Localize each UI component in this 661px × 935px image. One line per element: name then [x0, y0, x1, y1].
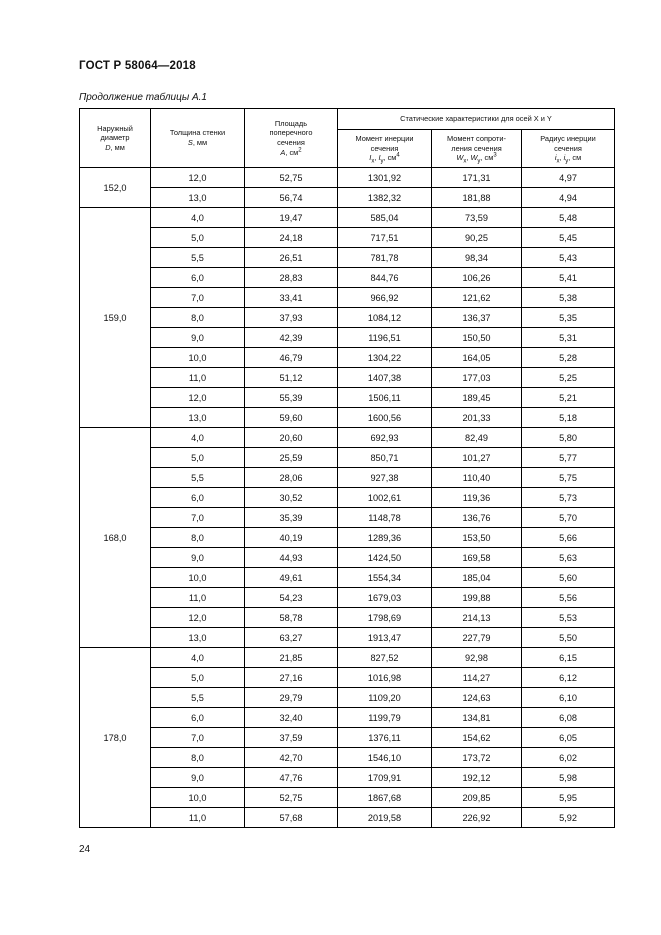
cell-wall-thickness: 12,0 — [151, 608, 245, 628]
table-row — [80, 568, 615, 588]
cell-moment-of-inertia: 1382,32 — [338, 188, 432, 208]
cell-wall-thickness: 13,0 — [151, 408, 245, 428]
cell-wall-thickness: 12,0 — [151, 168, 245, 188]
cell-outer-diameter: 152,0 — [80, 168, 151, 208]
cell-moment-of-inertia: 966,92 — [338, 288, 432, 308]
cell-area: 44,93 — [245, 548, 338, 568]
cell-wall-thickness: 9,0 — [151, 328, 245, 348]
cell-moment-of-inertia: 1407,38 — [338, 368, 432, 388]
cell-section-modulus: 110,40 — [432, 468, 522, 488]
table-row — [80, 248, 615, 268]
cell-radius-of-gyration: 6,05 — [522, 728, 615, 748]
cell-area: 59,60 — [245, 408, 338, 428]
cell-moment-of-inertia: 1867,68 — [338, 788, 432, 808]
cell-area: 42,70 — [245, 748, 338, 768]
table-row — [80, 488, 615, 508]
cell-section-modulus: 92,98 — [432, 648, 522, 668]
cell-moment-of-inertia: 1002,61 — [338, 488, 432, 508]
cell-moment-of-inertia: 1424,50 — [338, 548, 432, 568]
cell-radius-of-gyration: 6,02 — [522, 748, 615, 768]
table-row — [80, 508, 615, 528]
cell-area: 37,93 — [245, 308, 338, 328]
cell-section-modulus: 136,76 — [432, 508, 522, 528]
cell-radius-of-gyration: 5,25 — [522, 368, 615, 388]
cell-wall-thickness: 12,0 — [151, 388, 245, 408]
cell-wall-thickness: 13,0 — [151, 628, 245, 648]
cell-section-modulus: 177,03 — [432, 368, 522, 388]
cell-area: 32,40 — [245, 708, 338, 728]
header-cross-section-area: Площадь поперечного сечения A, $см^2$ — [245, 109, 338, 168]
cell-radius-of-gyration: 5,77 — [522, 448, 615, 468]
table-row — [80, 328, 615, 348]
cell-section-modulus: 82,49 — [432, 428, 522, 448]
cell-section-modulus: 199,88 — [432, 588, 522, 608]
table-row — [80, 448, 615, 468]
cell-wall-thickness: 11,0 — [151, 368, 245, 388]
cell-section-modulus: 209,85 — [432, 788, 522, 808]
cell-section-modulus: 154,62 — [432, 728, 522, 748]
header-moment-of-inertia: Момент инерции сечения $I_x$, $I_y$, $см^4$ — [338, 130, 432, 168]
cell-section-modulus: 171,31 — [432, 168, 522, 188]
table-row — [80, 188, 615, 208]
cell-section-modulus: 124,63 — [432, 688, 522, 708]
cell-moment-of-inertia: 1554,34 — [338, 568, 432, 588]
cell-moment-of-inertia: 1199,79 — [338, 708, 432, 728]
cell-wall-thickness: 11,0 — [151, 588, 245, 608]
table-row — [80, 788, 615, 808]
cell-section-modulus: 185,04 — [432, 568, 522, 588]
table-row — [80, 288, 615, 308]
cell-section-modulus: 136,37 — [432, 308, 522, 328]
table-row — [80, 468, 615, 488]
cell-wall-thickness: 7,0 — [151, 508, 245, 528]
cell-moment-of-inertia: 1798,69 — [338, 608, 432, 628]
cell-section-modulus: 134,81 — [432, 708, 522, 728]
cell-section-modulus: 73,59 — [432, 208, 522, 228]
cell-section-modulus: 101,27 — [432, 448, 522, 468]
cell-area: 28,06 — [245, 468, 338, 488]
cell-section-modulus: 226,92 — [432, 808, 522, 828]
cell-moment-of-inertia: 844,76 — [338, 268, 432, 288]
cell-section-modulus: 90,25 — [432, 228, 522, 248]
cell-wall-thickness: 5,5 — [151, 688, 245, 708]
cell-area: 42,39 — [245, 328, 338, 348]
cell-radius-of-gyration: 5,48 — [522, 208, 615, 228]
cell-outer-diameter: 178,0 — [80, 648, 151, 828]
cell-radius-of-gyration: 4,94 — [522, 188, 615, 208]
table-body — [80, 168, 615, 828]
document-header: ГОСТ Р 58064—2018 — [79, 60, 196, 72]
cell-wall-thickness: 5,5 — [151, 468, 245, 488]
cell-section-modulus: 181,88 — [432, 188, 522, 208]
table-row — [80, 588, 615, 608]
cell-section-modulus: 214,13 — [432, 608, 522, 628]
cell-radius-of-gyration: 5,35 — [522, 308, 615, 328]
cell-radius-of-gyration: 5,41 — [522, 268, 615, 288]
cell-moment-of-inertia: 585,04 — [338, 208, 432, 228]
cell-section-modulus: 192,12 — [432, 768, 522, 788]
cell-area: 56,74 — [245, 188, 338, 208]
cell-section-modulus: 169,58 — [432, 548, 522, 568]
cell-area: 24,18 — [245, 228, 338, 248]
cell-moment-of-inertia: 1148,78 — [338, 508, 432, 528]
header-section-modulus: Момент сопроти- ления сечения $W_x$, $W_y$, $см^3$ — [432, 130, 522, 168]
cell-wall-thickness: 5,0 — [151, 228, 245, 248]
cell-wall-thickness: 6,0 — [151, 268, 245, 288]
cell-radius-of-gyration: 5,95 — [522, 788, 615, 808]
cell-wall-thickness: 13,0 — [151, 188, 245, 208]
header-outer-diameter: Наружный диаметр D, мм — [80, 109, 151, 168]
cell-moment-of-inertia: 1506,11 — [338, 388, 432, 408]
cell-wall-thickness: 10,0 — [151, 788, 245, 808]
cell-moment-of-inertia: 1546,10 — [338, 748, 432, 768]
table-row — [80, 388, 615, 408]
cell-area: 47,76 — [245, 768, 338, 788]
cell-radius-of-gyration: 5,50 — [522, 628, 615, 648]
cell-radius-of-gyration: 6,10 — [522, 688, 615, 708]
cell-section-modulus: 114,27 — [432, 668, 522, 688]
cell-radius-of-gyration: 5,43 — [522, 248, 615, 268]
table-row — [80, 688, 615, 708]
cell-radius-of-gyration: 5,53 — [522, 608, 615, 628]
cell-area: 49,61 — [245, 568, 338, 588]
cell-wall-thickness: 7,0 — [151, 728, 245, 748]
table-caption: Продолжение таблицы А.1 — [79, 92, 207, 103]
cell-wall-thickness: 6,0 — [151, 488, 245, 508]
cell-wall-thickness: 4,0 — [151, 208, 245, 228]
cell-area: 30,52 — [245, 488, 338, 508]
header-wall-thickness: Толщина стенки S, мм — [151, 109, 245, 168]
table-row — [80, 228, 615, 248]
cell-wall-thickness: 8,0 — [151, 528, 245, 548]
cell-moment-of-inertia: 850,71 — [338, 448, 432, 468]
cell-wall-thickness: 5,5 — [151, 248, 245, 268]
cell-area: 57,68 — [245, 808, 338, 828]
cell-section-modulus: 201,33 — [432, 408, 522, 428]
table-row — [80, 728, 615, 748]
cell-moment-of-inertia: 1196,51 — [338, 328, 432, 348]
cell-area: 52,75 — [245, 788, 338, 808]
table-row — [80, 348, 615, 368]
cell-moment-of-inertia: 1084,12 — [338, 308, 432, 328]
cell-radius-of-gyration: 5,63 — [522, 548, 615, 568]
table-row — [80, 748, 615, 768]
cell-section-modulus: 106,26 — [432, 268, 522, 288]
cell-outer-diameter: 159,0 — [80, 208, 151, 428]
cell-moment-of-inertia: 1600,56 — [338, 408, 432, 428]
cell-area: 19,47 — [245, 208, 338, 228]
cell-moment-of-inertia: 1016,98 — [338, 668, 432, 688]
cell-area: 29,79 — [245, 688, 338, 708]
cell-moment-of-inertia: 1109,20 — [338, 688, 432, 708]
cell-radius-of-gyration: 5,21 — [522, 388, 615, 408]
table-row — [80, 668, 615, 688]
table-row — [80, 528, 615, 548]
data-table — [79, 108, 615, 828]
cell-moment-of-inertia: 1376,11 — [338, 728, 432, 748]
cell-moment-of-inertia: 781,78 — [338, 248, 432, 268]
cell-section-modulus: 153,50 — [432, 528, 522, 548]
cell-moment-of-inertia: 692,93 — [338, 428, 432, 448]
table-row — [80, 308, 615, 328]
cell-area: 33,41 — [245, 288, 338, 308]
cell-radius-of-gyration: 4,97 — [522, 168, 615, 188]
cell-moment-of-inertia: 2019,58 — [338, 808, 432, 828]
cell-radius-of-gyration: 5,38 — [522, 288, 615, 308]
cell-area: 52,75 — [245, 168, 338, 188]
cell-area: 35,39 — [245, 508, 338, 528]
cell-area: 28,83 — [245, 268, 338, 288]
cell-radius-of-gyration: 5,28 — [522, 348, 615, 368]
table-row — [80, 648, 615, 668]
cell-area: 58,78 — [245, 608, 338, 628]
cell-area: 26,51 — [245, 248, 338, 268]
cell-radius-of-gyration: 5,45 — [522, 228, 615, 248]
cell-radius-of-gyration: 5,31 — [522, 328, 615, 348]
cell-radius-of-gyration: 5,75 — [522, 468, 615, 488]
table-row — [80, 608, 615, 628]
cell-radius-of-gyration: 5,80 — [522, 428, 615, 448]
cell-area: 21,85 — [245, 648, 338, 668]
cell-area: 51,12 — [245, 368, 338, 388]
cell-area: 46,79 — [245, 348, 338, 368]
cell-wall-thickness: 10,0 — [151, 348, 245, 368]
cell-wall-thickness: 4,0 — [151, 648, 245, 668]
cell-area: 27,16 — [245, 668, 338, 688]
cell-radius-of-gyration: 6,12 — [522, 668, 615, 688]
header-static-characteristics: Статические характеристики для осей X и Y — [338, 109, 615, 130]
cell-wall-thickness: 10,0 — [151, 568, 245, 588]
cell-moment-of-inertia: 1301,92 — [338, 168, 432, 188]
cell-area: 63,27 — [245, 628, 338, 648]
table-row — [80, 368, 615, 388]
cell-radius-of-gyration: 5,70 — [522, 508, 615, 528]
cell-wall-thickness: 4,0 — [151, 428, 245, 448]
cell-section-modulus: 119,36 — [432, 488, 522, 508]
header-radius-of-gyration: Радиус инерции сечения $i_x$, $i_y$, см — [522, 130, 615, 168]
page-number: 24 — [79, 844, 91, 855]
cell-moment-of-inertia: 1913,47 — [338, 628, 432, 648]
cell-section-modulus: 227,79 — [432, 628, 522, 648]
cell-wall-thickness: 9,0 — [151, 548, 245, 568]
cell-radius-of-gyration: 5,98 — [522, 768, 615, 788]
cell-radius-of-gyration: 5,56 — [522, 588, 615, 608]
cell-moment-of-inertia: 927,38 — [338, 468, 432, 488]
cell-radius-of-gyration: 6,08 — [522, 708, 615, 728]
table-row — [80, 808, 615, 828]
cell-wall-thickness: 11,0 — [151, 808, 245, 828]
cell-wall-thickness: 9,0 — [151, 768, 245, 788]
cell-area: 40,19 — [245, 528, 338, 548]
cell-area: 55,39 — [245, 388, 338, 408]
table-row — [80, 768, 615, 788]
cell-area: 20,60 — [245, 428, 338, 448]
table-row — [80, 268, 615, 288]
cell-moment-of-inertia: 827,52 — [338, 648, 432, 668]
cell-radius-of-gyration: 5,18 — [522, 408, 615, 428]
table-row — [80, 548, 615, 568]
cell-radius-of-gyration: 5,92 — [522, 808, 615, 828]
cell-section-modulus: 164,05 — [432, 348, 522, 368]
cell-moment-of-inertia: 1679,03 — [338, 588, 432, 608]
cell-wall-thickness: 5,0 — [151, 448, 245, 468]
cell-section-modulus: 121,62 — [432, 288, 522, 308]
cell-wall-thickness: 7,0 — [151, 288, 245, 308]
cell-wall-thickness: 6,0 — [151, 708, 245, 728]
table-row — [80, 408, 615, 428]
cell-moment-of-inertia: 717,51 — [338, 228, 432, 248]
cell-area: 25,59 — [245, 448, 338, 468]
table-row — [80, 428, 615, 448]
cell-section-modulus: 150,50 — [432, 328, 522, 348]
table-row — [80, 628, 615, 648]
cell-section-modulus: 173,72 — [432, 748, 522, 768]
cell-moment-of-inertia: 1304,22 — [338, 348, 432, 368]
cell-wall-thickness: 5,0 — [151, 668, 245, 688]
cell-section-modulus: 98,34 — [432, 248, 522, 268]
cell-area: 37,59 — [245, 728, 338, 748]
cell-radius-of-gyration: 5,73 — [522, 488, 615, 508]
table-row — [80, 168, 615, 188]
cell-section-modulus: 189,45 — [432, 388, 522, 408]
cell-area: 54,23 — [245, 588, 338, 608]
table-row — [80, 708, 615, 728]
cell-radius-of-gyration: 5,60 — [522, 568, 615, 588]
cell-wall-thickness: 8,0 — [151, 748, 245, 768]
cell-wall-thickness: 8,0 — [151, 308, 245, 328]
cell-radius-of-gyration: 6,15 — [522, 648, 615, 668]
cell-outer-diameter: 168,0 — [80, 428, 151, 648]
table-row — [80, 208, 615, 228]
cell-moment-of-inertia: 1289,36 — [338, 528, 432, 548]
cell-radius-of-gyration: 5,66 — [522, 528, 615, 548]
cell-moment-of-inertia: 1709,91 — [338, 768, 432, 788]
